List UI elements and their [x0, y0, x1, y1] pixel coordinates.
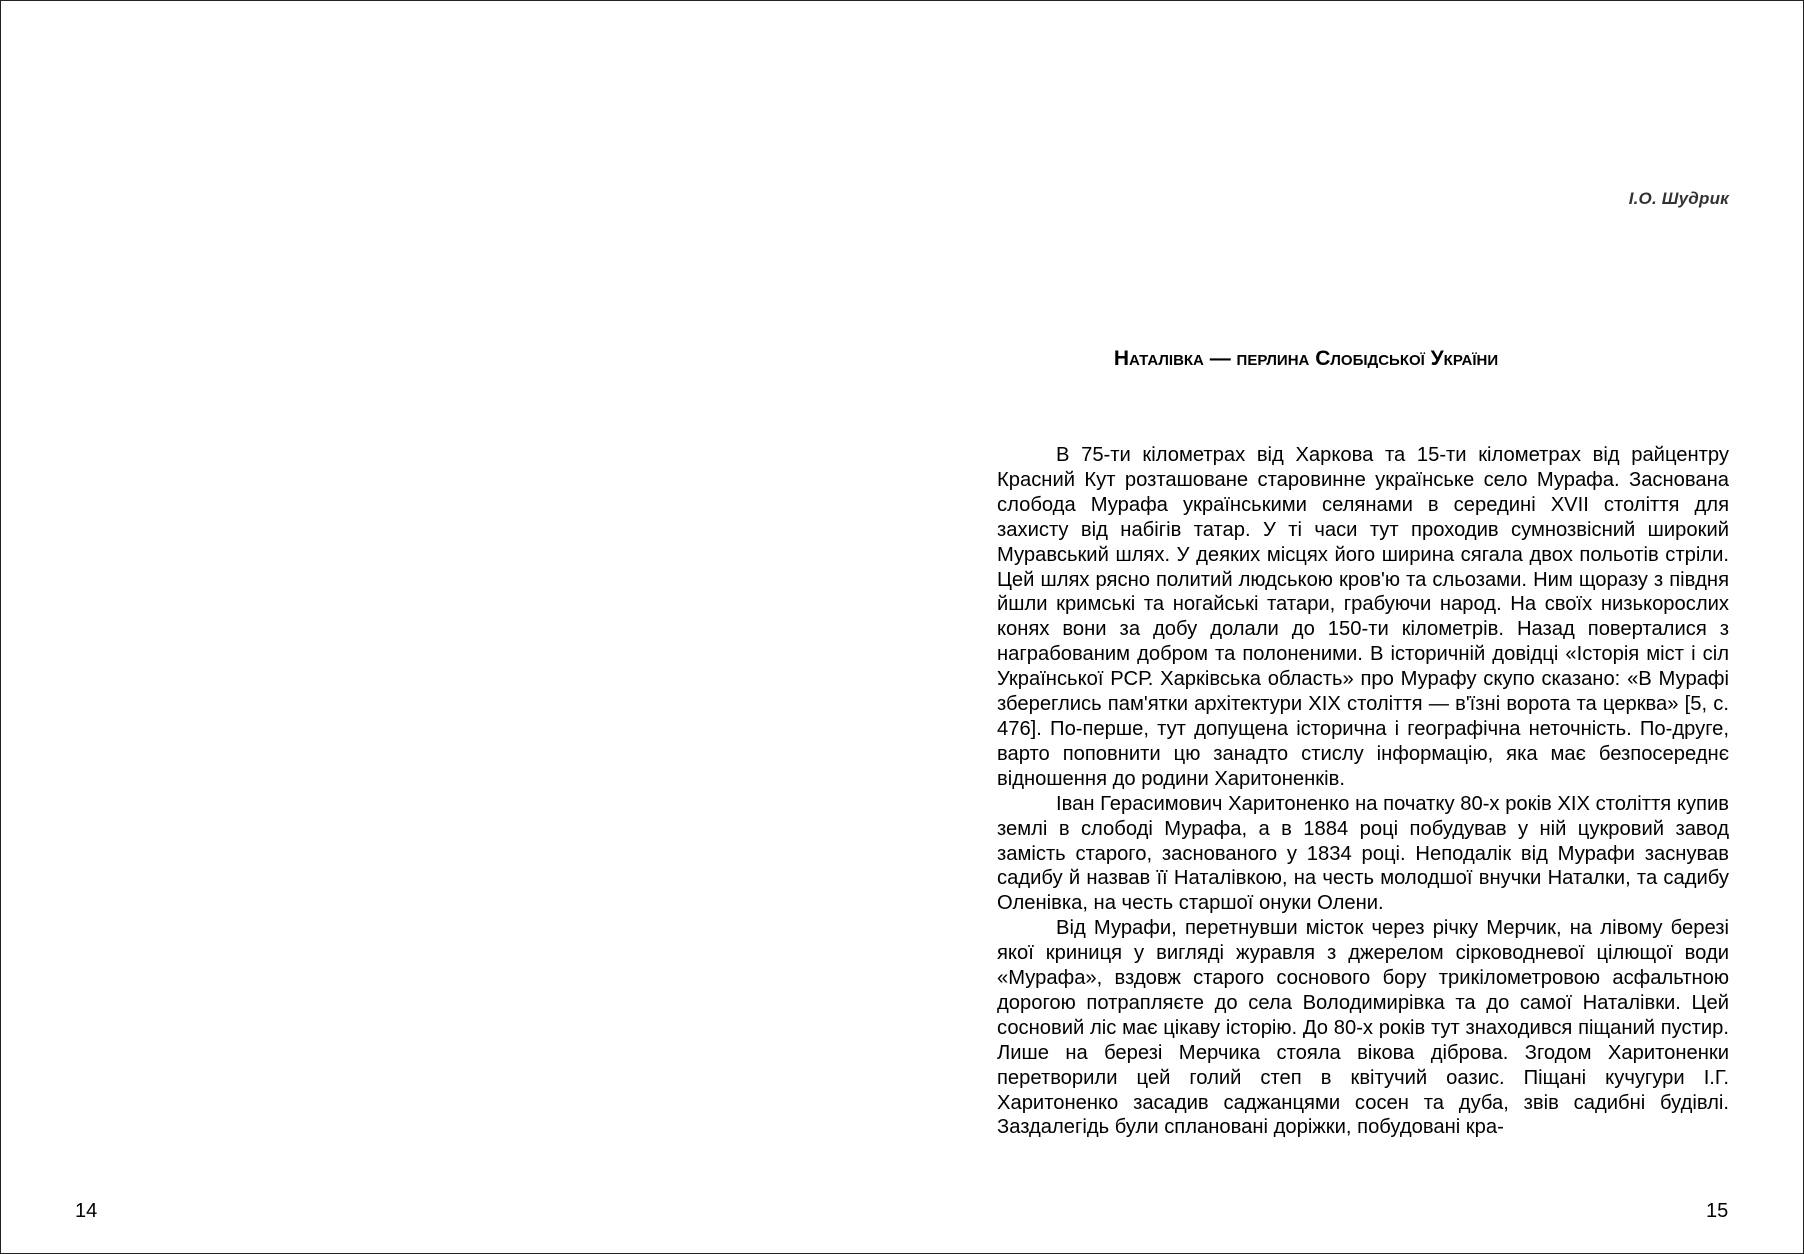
- chapter-title-text: Наталівка — перлина Слобідської України: [1113, 347, 1499, 370]
- running-head-author: І.О. Шудрик: [1628, 189, 1729, 208]
- body-text: [997, 443, 1729, 1140]
- paragraph-2: Іван Герасимович Харитоненко на початку 80-х років XIX століття купив землі в слободі Мурафа, а в 1884 році побудував у ній цукровий завод замість старого, заснованого у 1834 році. Неподалік від Мурафи заснував садибу й назвав її Наталівкою, на честь молодшої внучки Наталки, та садибу Оленівка, на честь старшої онуки Олени.: [997, 792, 1729, 915]
- paragraph-3: Від Мурафи, перетнувши місток через річку Мерчик, на лівому березі якої криниця у вигляді журавля з джерелом сірководневої цілющої води «Мурафа», вздовж старого соснового бору трикілометровою асфальтною дорогою потрапляєте до села Володимирівка та до самої Наталівки. Цей сосновий ліс має цікаву історію. До 80-х років тут знаходився піщаний пустир. Лише на березі Мерчика стояла вікова діброва. Згодом Харитоненки перетворили цей голий степ в квітучий оазис. Піщані кучугури І.Г. Харитоненко засадив саджанцями сосен та дуба, звів садибні будівлі. Заздалегідь були сплановані доріжки, побудовані кра-: [997, 917, 1729, 1139]
- left-page-number: 14: [75, 1200, 98, 1222]
- paragraph-1: В 75-ти кілометрах від Харкова та 15-ти кілометрах від райцентру Красний Кут розташоване старовинне українське село Мурафа. Заснована слобода Мурафа українськими селянами в середині XVII століття для захисту від набігів татар. У ті часи тут проходив сумнозвісний широкий Муравський шлях. У деяких місцях його ширина сягала двох польотів стріли. Цей шлях рясно политий людською кров'ю та сльозами. Ним щоразу з півдня йшли кримські та ногайські татари, грабуючи народ. На своїх низькорослих конях вони за добу долали до 150-ти кілометрів. Назад поверталися з награбованим добром та полоненими. В історичній довідці «Історія міст і сіл Української РСР. Харківська область» про Мурафу скупо сказано: «В Мурафі збереглись пам'ятки архітектури XIX століття — в'їзні ворота та церква» [5, с. 476]. По-перше, тут допущена історична і географічна неточність. По-друге, варто поповнити цю занадто стислу інформацію, яка має безпосереднє відношення до родини Харитоненків.: [997, 444, 1729, 790]
- right-page-number: 15: [1706, 1200, 1729, 1222]
- chapter-title: [1001, 345, 1729, 373]
